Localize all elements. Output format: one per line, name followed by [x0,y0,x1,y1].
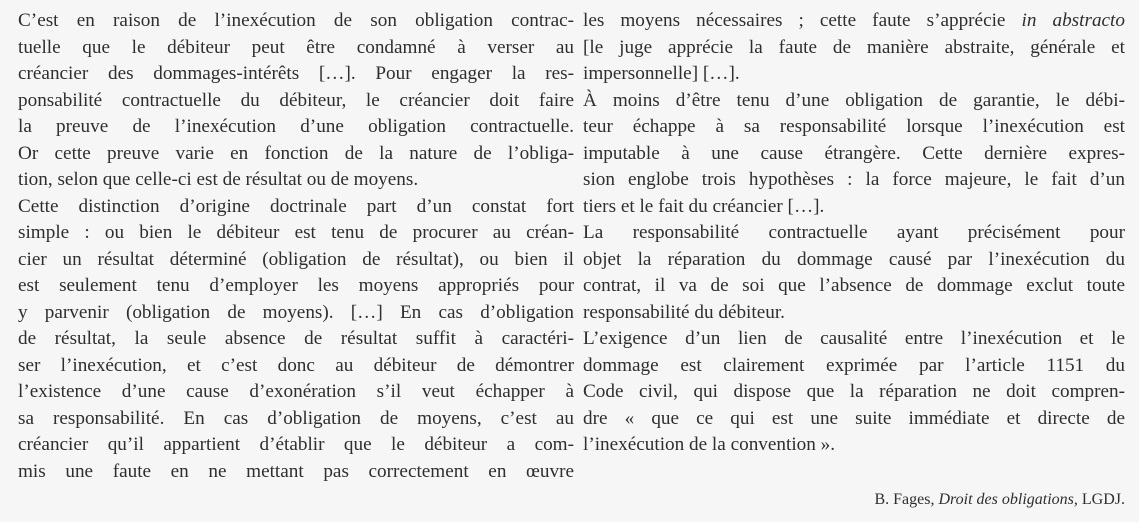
text-line [583,8,1125,35]
text-line: tion, selon que celle-ci est de résultat ou de moyens. [18,169,419,190]
text-line: teur échappe à sa responsabilité lorsque l’inexécution est [583,116,1125,137]
text-line: cier un résultat déterminé (obligation de résultat), ou bien il [18,248,574,270]
text-line: mis une faute en ne mettant pas correctement en œuvre [18,460,574,482]
text-line: L’exigence d’un lien de causalité entre l’inexécution et le [583,328,1125,349]
text-line: La responsabilité contractuelle ayant précisément pour [583,222,1125,243]
text-line: simple : ou bien le débiteur est tenu de procurer au créan- [18,222,574,243]
text-line: objet la réparation du dommage causé par l’inexécution du [583,248,1125,270]
left-column [18,8,574,485]
text-line: tuelle que le débiteur peut être condamné à verser au [18,36,574,58]
text-line: la preuve de l’inexécution d’une obligation contractuelle. [18,116,574,137]
text-line: l’inexécution de la convention ». [583,434,836,455]
text-line: Or cette preuve varie en fonction de la nature de l’obliga- [18,142,574,164]
text-line: créancier des dommages-intérêts […]. Pour engager la res- [18,63,574,84]
text-line: responsabilité du débiteur. [583,301,785,323]
paragraph [583,8,1125,88]
citation-publisher: LGDJ. [1081,491,1125,508]
paragraph [18,194,574,486]
text-line: À moins d’être tenu d’une obligation de garantie, le débi- [583,89,1125,111]
text-line: sion englobe trois hypothèses : la force majeure, le fait d’un [583,169,1125,190]
text-line: Cette distinction d’origine doctrinale part d’un constat fort [18,195,574,217]
text-line: y parvenir (obligation de moyens). […] En cas d’obligation [18,301,574,323]
text-line: Code civil, qui dispose que la réparation ne doit compren- [583,381,1125,402]
citation-title: Droit des obligations, [938,491,1078,508]
text-line: ponsabilité contractuelle du débiteur, le créancier doit faire [18,89,574,111]
text-line: sa responsabilité. En cas d’obligation de moyens, c’est au [18,407,574,429]
paragraph [583,88,1125,221]
paragraph [583,326,1125,459]
text-line: l’existence d’une cause d’exonération s’il veut échapper à [18,381,574,402]
text-line: contrat, il va de soi que l’absence de dommage exclut toute [583,275,1125,296]
citation-author: B. Fages, [874,491,935,508]
text-line: [le juge apprécie la faute de manière abstraite, générale et [583,36,1125,58]
text-line: créancier qu’il appartient d’établir que le débiteur a com- [18,434,574,455]
paragraph [18,8,574,194]
text-line: tiers et le fait du créancier […]. [583,195,825,217]
text-line: de résultat, la seule absence de résultat suffit à caractéri- [18,328,574,349]
text-line: dre « que ce qui est une suite immédiate et directe de [583,407,1125,429]
italic-term: in abstracto [1021,10,1125,31]
text-line: est seulement tenu d’employer les moyens appropriés pour [18,275,574,296]
text-columns [18,8,1125,485]
text-line: ser l’inexécution, et c’est donc au débiteur de démontrer [18,354,574,376]
text-line: imputable à une cause étrangère. Cette dernière expres- [583,142,1125,164]
right-column [583,8,1125,485]
text-line: impersonnelle] […]. [583,63,740,84]
paragraph [583,220,1125,326]
source-citation [874,490,1125,510]
text-line: C’est en raison de l’inexécution de son obligation contrac- [18,10,574,31]
text-run: les moyens nécessaires ; cette faute s’apprécie [583,10,1022,31]
text-line: dommage est clairement exprimée par l’article 1151 du [583,354,1125,376]
